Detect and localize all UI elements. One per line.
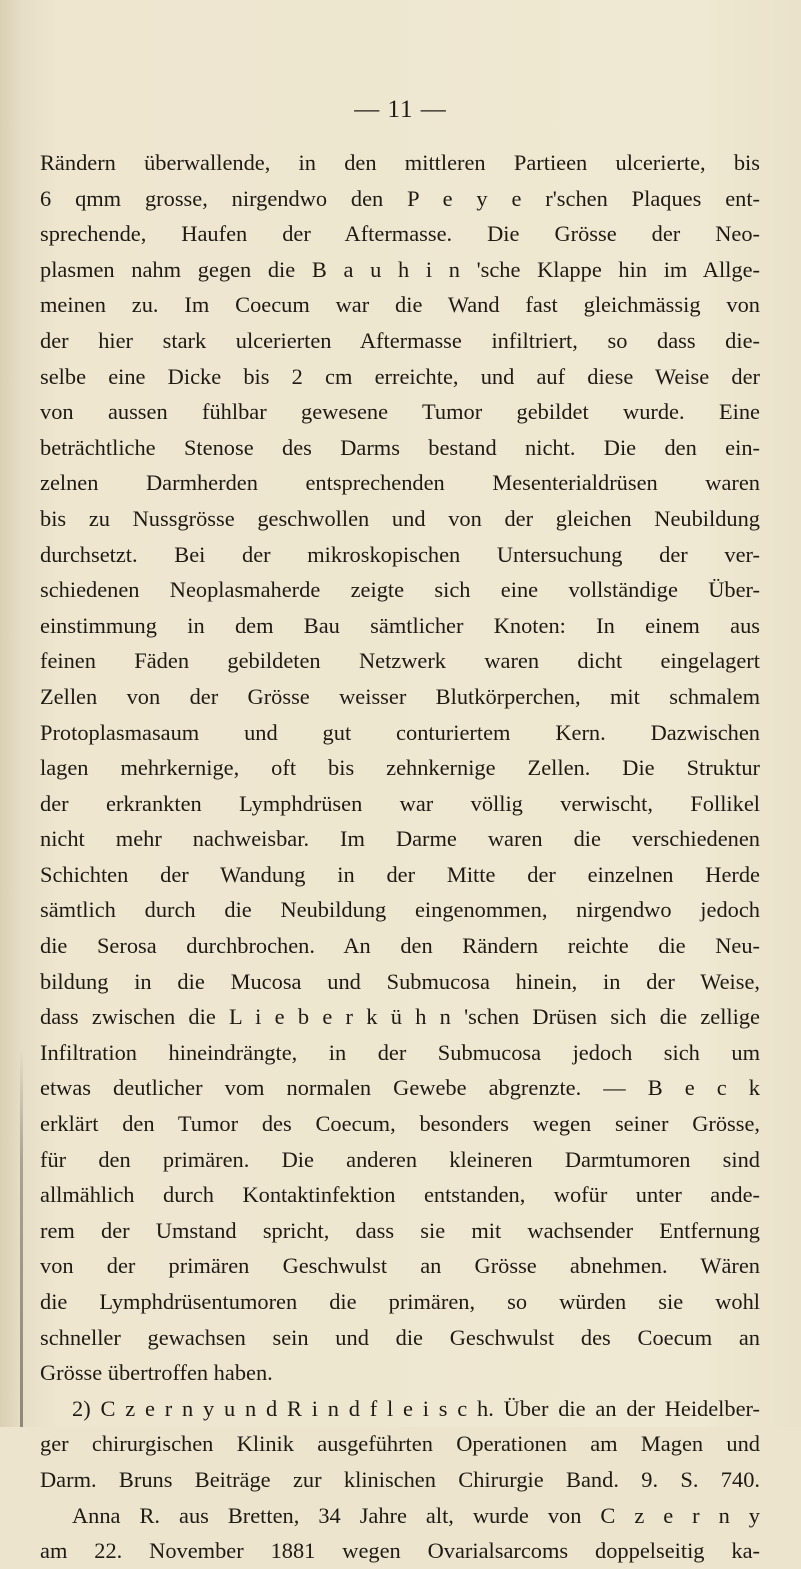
text-line: von aussen fühlbar gewesene Tumor gebildet wurde. Eine <box>40 399 760 425</box>
text-line: 2) C z e r n y u n d R i n d f l e i s c h. Über die an der Heidelber- <box>72 1395 760 1421</box>
text-line: durchsetzt. Bei der mikroskopischen Untersuchung der ver- <box>40 541 760 567</box>
text-line: die Lymphdrüsentumoren die primären, so würden sie wohl <box>40 1289 760 1314</box>
text-line: am 22. November 1881 wegen Ovarialsarcoms doppelseitig ka- <box>40 1538 760 1564</box>
text-line: Grösse übertroffen haben. <box>40 1360 273 1386</box>
text-line: Infiltration hineindrängte, in der Submucosa jedoch sich um <box>40 1039 760 1065</box>
text-line: Schichten der Wandung in der Mitte der einzelnen Herde <box>40 861 760 887</box>
text-line: erklärt den Tumor des Coecum, besonders wegen seiner Grösse, <box>40 1111 760 1137</box>
text-line: die Serosa durchbrochen. An den Rändern reichte die Neu- <box>40 933 760 959</box>
text-line: sprechende, Haufen der Aftermasse. Die Grösse der Neo- <box>40 221 760 247</box>
text-line: der erkrankten Lymphdrüsen war völlig verwischt, Follikel <box>40 790 760 816</box>
text-line: allmählich durch Kontaktinfektion entstanden, wofür unter ande- <box>40 1182 760 1208</box>
body-text <box>40 145 760 1569</box>
text-line: Protoplasmasaum und gut conturiertem Kern. Dazwischen <box>40 719 760 745</box>
text-line: einstimmung in dem Bau sämtlicher Knoten: In einem aus <box>40 612 760 638</box>
text-line: 6 qmm grosse, nirgendwo den P e y e r'schen Plaques ent- <box>40 185 760 211</box>
text-line: Darm. Bruns Beiträge zur klinischen Chirurgie Band. 9. S. 740. <box>40 1466 760 1492</box>
text-line: von der primären Geschwulst an Grösse abnehmen. Wären <box>40 1253 760 1279</box>
text-line: Rändern überwallende, in den mittleren Partieen ulcerierte, bis <box>40 150 760 175</box>
text-line: der hier stark ulcerierten Aftermasse infiltriert, so dass die- <box>40 327 760 353</box>
text-line: zelnen Darmherden entsprechenden Mesenterialdrüsen waren <box>40 470 760 496</box>
text-line: schneller gewachsen sein und die Geschwulst des Coecum an <box>40 1324 760 1350</box>
text-line: meinen zu. Im Coecum war die Wand fast gleichmässig von <box>40 292 760 318</box>
text-line: etwas deutlicher vom normalen Gewebe abgrenzte. — B e c k <box>40 1075 760 1101</box>
text-line: dass zwischen die L i e b e r k ü h n 'schen Drüsen sich die zellige <box>40 1004 760 1030</box>
text-line: selbe eine Dicke bis 2 cm erreichte, und auf diese Weise der <box>40 363 760 389</box>
text-line: sämtlich durch die Neubildung eingenommen, nirgendwo jedoch <box>40 897 760 923</box>
text-line: Zellen von der Grösse weisser Blutkörperchen, mit schmalem <box>40 683 760 709</box>
text-line: rem der Umstand spricht, dass sie mit wachsender Entfernung <box>40 1217 760 1243</box>
text-line: feinen Fäden gebildeten Netzwerk waren dicht eingelagert <box>40 648 760 674</box>
binding-shadow <box>20 1050 23 1427</box>
text-line: nicht mehr nachweisbar. Im Darme waren die verschiedenen <box>40 826 760 852</box>
text-line: ger chirurgischen Klinik ausgeführten Operationen am Magen und <box>40 1431 760 1457</box>
text-line: bildung in die Mucosa und Submucosa hinein, in der Weise, <box>40 968 760 994</box>
page-number: — 11 — <box>354 96 447 123</box>
text-line: lagen mehrkernige, oft bis zehnkernige Zellen. Die Struktur <box>40 755 760 781</box>
text-line: Anna R. aus Bretten, 34 Jahre alt, wurde von C z e r n y <box>72 1502 760 1528</box>
text-line: für den primären. Die anderen kleineren Darmtumoren sind <box>40 1146 760 1172</box>
text-line: bis zu Nussgrösse geschwollen und von der gleichen Neubildung <box>40 505 760 531</box>
text-line: schiedenen Neoplasmaherde zeigte sich eine vollständige Über- <box>40 577 760 603</box>
text-line: beträchtliche Stenose des Darms bestand nicht. Die den ein- <box>40 434 760 460</box>
text-line: plasmen nahm gegen die B a u h i n 'sche Klappe hin im Allge- <box>40 256 760 282</box>
